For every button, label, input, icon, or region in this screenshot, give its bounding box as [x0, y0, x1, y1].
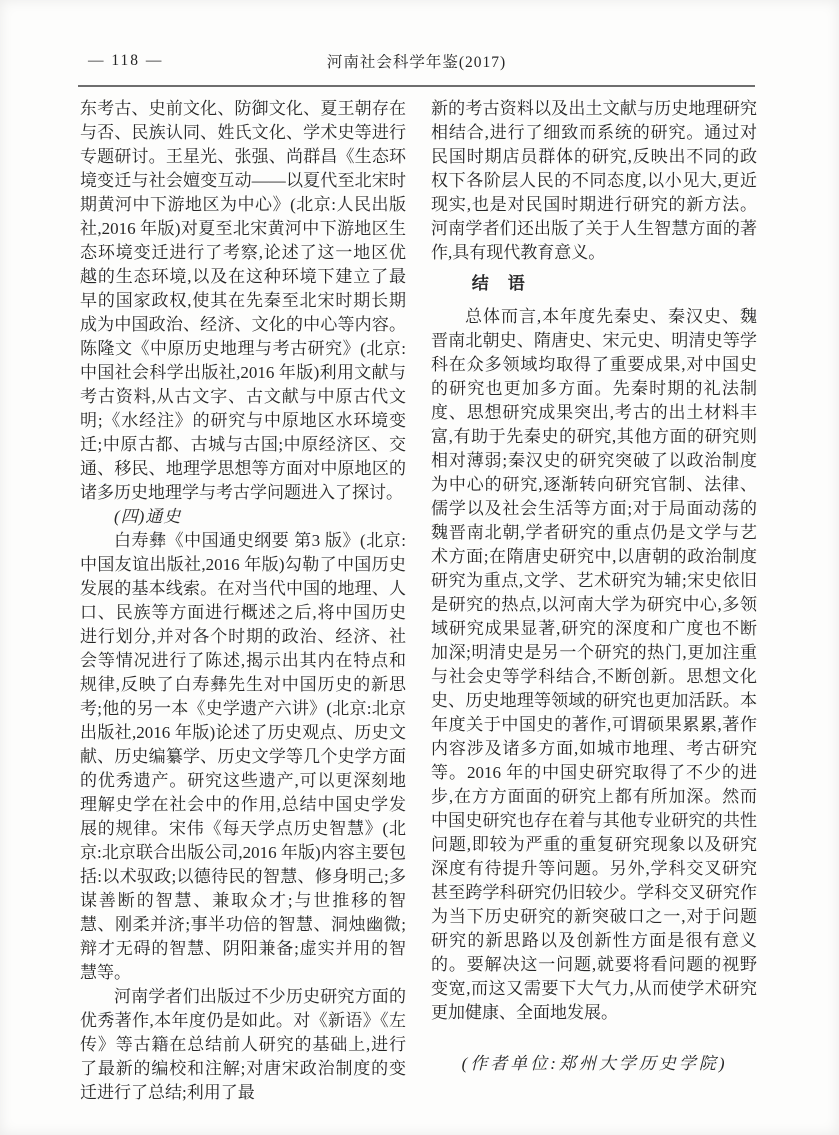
header-title: 河南社会科学年鉴(2017): [326, 54, 507, 71]
author-affiliation: (作者单位:郑州大学历史学院): [461, 1054, 728, 1073]
page-header: [78, 50, 755, 74]
header-divider: [78, 85, 755, 87]
text-columns: [80, 97, 758, 1105]
paragraph-continuation: 新的考古资料以及出土文献与历史地理研究相结合,进行了细致而系统的研究。通过对民国时期店员群体的研究,反映出不同的政权下各阶层人民的不同态度,以小见大,更近现实,也是对民国时期进行研究的新方法。河南学者们还出版了关于人生智慧方面的著作,具有现代教育意义。: [431, 99, 757, 262]
section-subheading-tongshi: (四)通史: [114, 507, 182, 526]
paragraph: 总体而言,本年度先秦史、秦汉史、魏晋南北朝史、隋唐史、宋元史、明清史等学科在众多领域均取得了重要成果,对中国史的研究也更加多方面。先秦时期的礼法制度、思想研究成果突出,考古的出土材料丰富,有助于先秦史的研究,其他方面的研究则相对薄弱;秦汉史的研究突破了以政治制度为中心的研究,逐渐转向研究官制、法律、儒学以及社会生活等方面;对于局面动荡的魏晋南北朝,学者研究的重点仍是文学与艺术方面;在隋唐史研究中,以唐朝的政治制度研究为重点,文学、艺术研究为辅;宋史依旧是研究的热点,以河南大学为研究中心,多领域研究成果显著,研究的深度和广度也不断加深;明清史是另一个研究的热门,更加注重与社会史等学科结合,不断创新。思想文化史、历史地理等领域的研究也更加活跃。本年度关于中国史的著作,可谓硕果累累,著作内容涉及诸多方面,如城市地理、考古研究等。2016 年的中国史研究取得了不少的进步,在方方面面的研究上都有所加深。然而中国史研究也存在着与其他专业研究的共性问题,即较为严重的重复研究现象以及研究深度有待提升等问题。另外,学科交叉研究甚至跨学科研究仍旧较少。学科交叉研究作为当下历史研究的新突破口之一,对于问题研究的新思路以及创新性方面是很有意义的。要解决这一问题,就要将看问题的视野变宽,而这又需要下大气力,从而使学术研究更加健康、全面地发展。: [431, 307, 757, 1022]
paragraph-continuation: 东考古、史前文化、防御文化、夏王朝存在与否、民族认同、姓氏文化、学术史等进行专题研讨。王星光、张强、尚群昌《生态环境变迁与社会嬗变互动——以夏代至北宋时期黄河中下游地区为中心》(北京:人民出版社,2016 年版)对夏至北宋黄河中下游地区生态环境变迁进行了考察,论述了这一地区优越的生态环境,以及在这种环境下建立了最早的国家政权,使其在先秦至北宋时期长期成为中国政治、经济、文化的中心等内容。陈隆文《中原历史地理与考古研究》(北京:中国社会科学出版社,2016 年版)利用文献与考古资料,从古文字、古文献与中原古代文明;《水经注》的研究与中原地区水环境变迁;中原古都、古城与古国;中原经济区、交通、移民、地理学思想等方面对中原地区的诸多历史地理学与考古学问题进入了探讨。: [80, 99, 406, 502]
paragraph: 白寿彝《中国通史纲要 第3 版》(北京:中国友谊出版社,2016 年版)勾勒了中国历史发展的基本线索。在对当代中国的地理、人口、民族等方面进行概述之后,将中国历史进行划分,并对各个时期的政治、经济、社会等情况进行了陈述,揭示出其内在特点和规律,反映了白寿彝先生对中国历史的新思考;他的另一本《史学遗产六讲》(北京:北京出版社,2016 年版)论述了历史观点、历史文献、历史编纂学、历史文学等几个史学方面的优秀遗产。研究这些遗产,可以更深刻地理解史学在社会中的作用,总结中国史学发展的规律。宋伟《每天学点历史智慧》(北京:北京联合出版公司,2016 年版)内容主要包括:以术驭政;以德待民的智慧、修身明己;多谋善断的智慧、兼取众才;与世推移的智慧、刚柔并济;事半功倍的智慧、洞烛幽微;辩才无碍的智慧、阴阳兼备;虚实并用的智慧等。: [80, 531, 406, 982]
left-column: [80, 97, 406, 1105]
paragraph: 河南学者们出版过不少历史研究方面的优秀著作,本年度仍是如此。对《新语》《左传》等古籍在总结前人研究的基础上,进行了最新的编校和注解;对唐宋政治制度的变迁进行了总结;利用了最: [80, 987, 406, 1102]
page-number: — 118 —: [88, 52, 164, 69]
section-heading-conclusion: 结 语: [471, 274, 526, 293]
right-column: [431, 97, 757, 1105]
